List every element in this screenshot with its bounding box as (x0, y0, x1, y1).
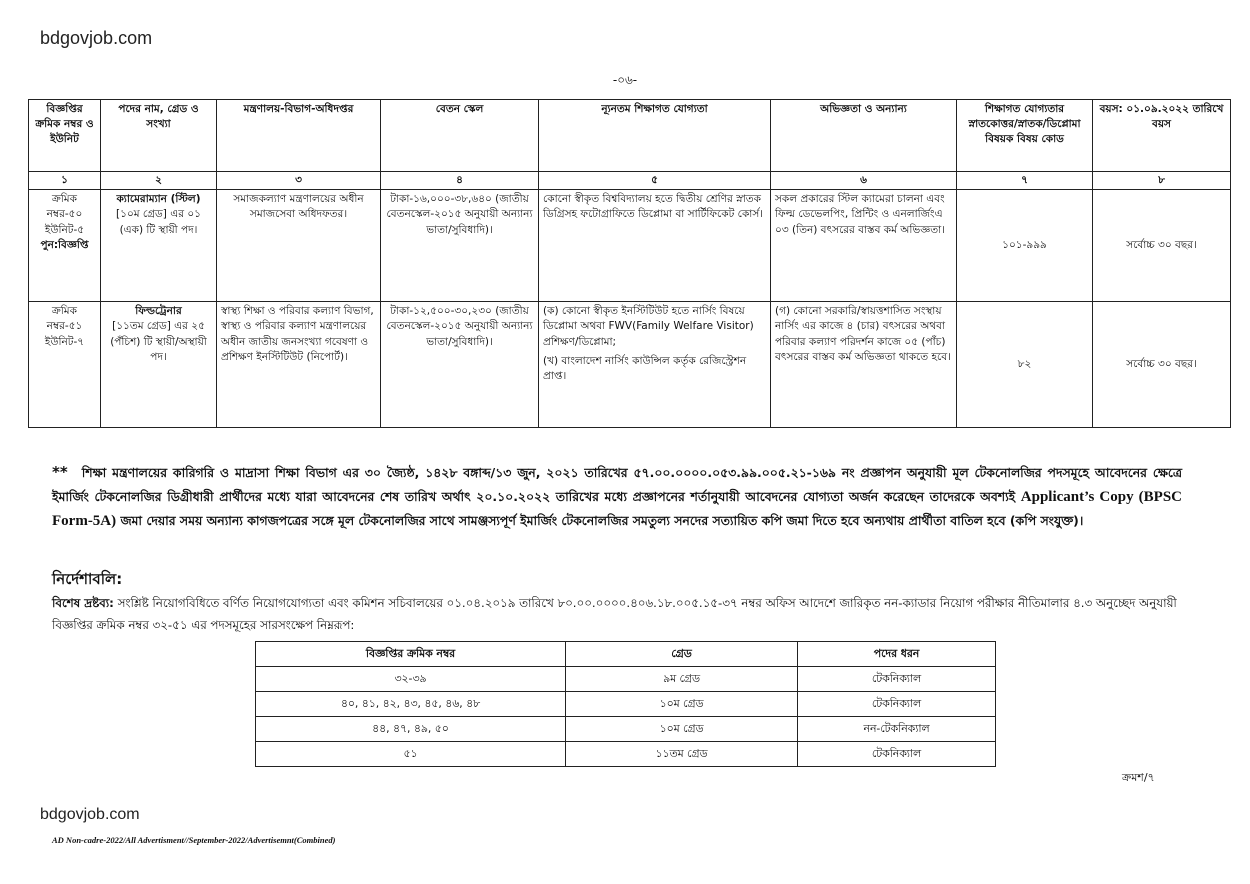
summary-cell: টেকনিক্যাল (798, 742, 996, 767)
watermark-top: bdgovjob.com (40, 28, 153, 48)
post-cell (101, 190, 217, 302)
header-cell: বেতন স্কেল (381, 100, 539, 172)
special-note (52, 592, 1192, 636)
footer-reference: AD Non-cadre-2022/All Advertisment//September-2022/Advertisemnt(Combined) (52, 835, 336, 845)
summary-cell: ৪৪, ৪৭, ৪৯, ৫০ (256, 717, 566, 742)
column-number: ৪ (381, 172, 539, 190)
education-cell (539, 302, 771, 428)
summary-cell: ৫১ (256, 742, 566, 767)
summary-header: গ্রেড (566, 642, 798, 667)
post-title: ক্যামেরাম্যান (স্টিল) (116, 193, 201, 206)
summary-cell: ১০ম গ্রেড (566, 692, 798, 717)
re-advertisement-label: পুন:বিজ্ঞপ্তি (40, 238, 89, 251)
table-row (29, 190, 1231, 302)
summary-header: বিজ্ঞপ্তির ক্রমিক নম্বর (256, 642, 566, 667)
summary-row (256, 742, 996, 767)
summary-cell: ৯ম গ্রেড (566, 667, 798, 692)
column-number: ৩ (217, 172, 381, 190)
header-cell: বয়স: ০১.০৯.২০২২ তারিখে বয়স (1093, 100, 1231, 172)
summary-cell: ১০ম গ্রেড (566, 717, 798, 742)
table-header-row (29, 100, 1231, 172)
special-note-label: বিশেষ দ্রষ্টব্য: (52, 596, 114, 610)
watermark-bottom: bdgovjob.com (40, 806, 140, 823)
post-title: ফিল্ডট্রেনার (135, 305, 182, 318)
header-cell: বিজ্ঞপ্তির ক্রমিক নম্বর ও ইউনিট (29, 100, 101, 172)
summary-row (256, 692, 996, 717)
education-item-a: (ক) কোনো স্বীকৃত ইনস্টিটিউট হতে নার্সিং বিষয়ে ডিপ্লোমা অথবা FWV(Family Welfare Visitor) প্রশিক্ষণ/ডিপ্লোমা; (543, 305, 754, 348)
note-applicant-copy: Applicant’s Copy (BPSC Form-5A) (52, 489, 1182, 529)
emerging-technology-note (52, 460, 1182, 533)
summary-header-row (256, 642, 996, 667)
serial-text: ক্রমিক নম্বর-৫০ ইউনিট-৫ (44, 193, 85, 236)
header-cell: অভিজ্ঞতা ও অন্যান্য (771, 100, 957, 172)
summary-row (256, 717, 996, 742)
table-row (29, 302, 1231, 428)
experience-cell: সকল প্রকারের স্টিল ক্যামেরা চালনা এবং ফিল্ম ডেভেলপিং, প্রিন্টিং ও এনলার্জিংএ ০৩ (তিন) বৎসরের বাস্তব কর্ম অভিজ্ঞতা। (771, 190, 957, 302)
instructions-heading: নির্দেশাবলি: (52, 570, 123, 588)
summary-cell: ১১তম গ্রেড (566, 742, 798, 767)
special-note-text: সংশ্লিষ্ট নিয়োগবিধিতে বর্ণিত নিয়োগযোগ্যতা এবং কমিশন সচিবালয়ের ০১.০৪.২০১৯ তারিখে ৮০.০০.০০০০.৪০৬.১৮.০০৫.১৫-৩৭ নম্বর অফিস আদেশে জারিকৃত নন-ক্যাডার নিয়োগ পরীক্ষার নীতিমালার ৪.৩ অনুচ্ছেদ অনুযায়ী বিজ্ঞপ্তির ক্রমিক নম্বর ৩২-৫১ এর পদসমূহের সারসংক্ষেপ নিম্নরূপ: (52, 596, 1177, 632)
note-marker: ** (52, 463, 68, 481)
summary-cell: টেকনিক্যাল (798, 667, 996, 692)
age-cell: সর্বোচ্চ ৩০ বছর। (1093, 302, 1231, 428)
summary-cell: টেকনিক্যাল (798, 692, 996, 717)
subject-code-cell: ৮২ (957, 302, 1093, 428)
column-number: ৮ (1093, 172, 1231, 190)
experience-cell: (গ) কোনো সরকারি/স্বায়ত্তশাসিত সংস্থায় নার্সিং এর কাজে ৪ (চার) বৎসরের অথবা পরিবার কল্যাণ পরিদর্শন কাজে ০৫ (পাঁচ) বৎসরের বাস্তব কর্ম অভিজ্ঞতা থাকতে হবে। (771, 302, 957, 428)
header-cell: ন্যূনতম শিক্ষাগত যোগ্যতা (539, 100, 771, 172)
header-cell: মন্ত্রণালয়-বিভাগ-অধিদপ্তর (217, 100, 381, 172)
note-text-1: শিক্ষা মন্ত্রণালয়ের কারিগরি ও মাদ্রাসা শিক্ষা বিভাগ এর ৩০ জ্যৈষ্ঠ, ১৪২৮ বঙ্গাব্দ/১৩ জুন, ২০২১ তারিখের ৫৭.০০.০০০০.০৫৩.৯৯.০০৫.২১-১৬৯ নং প্রজ্ঞাপন অনুযায়ী মূল টেকনোলজির পদসমূহে আবেদনের ক্ষেত্রে ইমার্জিং টেকনোলজির ডিগ্রীধারী প্রার্থীদের মধ্যে যারা আবেদনের শেষ তারিখ অর্থাৎ ২০.১০.২০২২ তারিখের মধ্যে প্রজ্ঞাপনের শর্তানুযায়ী আবেদনের যোগ্যতা অর্জন করেছেন তাদেরকে অবশ্যই (52, 465, 1182, 504)
summary-cell: ৩২-৩৯ (256, 667, 566, 692)
pay-scale-cell: টাকা-১৬,০০০-৩৮,৬৪০ (জাতীয় বেতনস্কেল-২০১৫ অনুযায়ী অন্যান্য ভাতা/সুবিধাদি)। (381, 190, 539, 302)
education-item-b: (খ) বাংলাদেশ নার্সিং কাউন্সিল কর্তৃক রেজিস্ট্রেশন প্রাপ্ত। (543, 354, 747, 383)
serial-cell (29, 190, 101, 302)
page-number: -০৬- (612, 73, 638, 87)
continued-marker: ক্রমশ/৭ (1122, 771, 1155, 784)
post-detail: [১০ম গ্রেড] এর ০১ (এক) টি স্থায়ী পদ। (116, 208, 201, 236)
column-number-row (29, 172, 1231, 190)
age-cell: সর্বোচ্চ ৩০ বছর। (1093, 190, 1231, 302)
summary-cell: ৪০, ৪১, ৪২, ৪৩, ৪৫, ৪৬, ৪৮ (256, 692, 566, 717)
summary-table (255, 641, 996, 767)
subject-code-cell: ১০১-৯৯৯ (957, 190, 1093, 302)
column-number: ২ (101, 172, 217, 190)
job-table (28, 99, 1231, 428)
summary-row (256, 667, 996, 692)
summary-cell: নন-টেকনিক্যাল (798, 717, 996, 742)
education-cell: কোনো স্বীকৃত বিশ্ববিদ্যালয় হতে দ্বিতীয় শ্রেণির স্নাতক ডিগ্রিসহ ফটোগ্রাফিতে ডিপ্লোমা বা সার্টিফিকেট কোর্স। (539, 190, 771, 302)
summary-header: পদের ধরন (798, 642, 996, 667)
header-cell: পদের নাম, গ্রেড ও সংখ্যা (101, 100, 217, 172)
column-number: ৭ (957, 172, 1093, 190)
column-number: ৬ (771, 172, 957, 190)
ministry-cell: স্বাস্থ্য শিক্ষা ও পরিবার কল্যাণ বিভাগ, স্বাস্থ্য ও পরিবার কল্যাণ মন্ত্রণালয়ের অধীন জাতীয় জনসংখ্যা গবেষণা ও প্রশিক্ষণ ইনস্টিটিউট (নিপোর্ট)। (217, 302, 381, 428)
post-cell (101, 302, 217, 428)
header-cell: শিক্ষাগত যোগ্যতার স্নাতকোত্তর/স্নাতক/ডিপ্লোমা বিষয়ক বিষয় কোড (957, 100, 1093, 172)
column-number: ১ (29, 172, 101, 190)
column-number: ৫ (539, 172, 771, 190)
pay-scale-cell: টাকা-১২,৫০০-৩০,২৩০ (জাতীয় বেতনস্কেল-২০১৫ অনুযায়ী অন্যান্য ভাতা/সুবিধাদি)। (381, 302, 539, 428)
ministry-cell: সমাজকল্যাণ মন্ত্রণালয়ের অধীন সমাজসেবা অধিদফতর। (217, 190, 381, 302)
serial-cell: ক্রমিক নম্বর-৫১ ইউনিট-৭ (29, 302, 101, 428)
note-text-2: জমা দেয়ার সময় অন্যান্য কাগজপত্রের সঙ্গে মূল টেকনোলজির সাথে সামঞ্জস্যপূর্ণ ইমার্জিং টেকনোলজির সমতুল্য সনদের সত্যায়িত কপি জমা দিতে হবে অন্যথায় প্রার্থীতা বাতিল হবে (কপি সংযুক্ত)। (120, 513, 1084, 528)
post-detail: [১১তম গ্রেড] এর ২৫ (পঁচিশ) টি স্থায়ী/অস্থায়ী পদ। (110, 320, 207, 363)
